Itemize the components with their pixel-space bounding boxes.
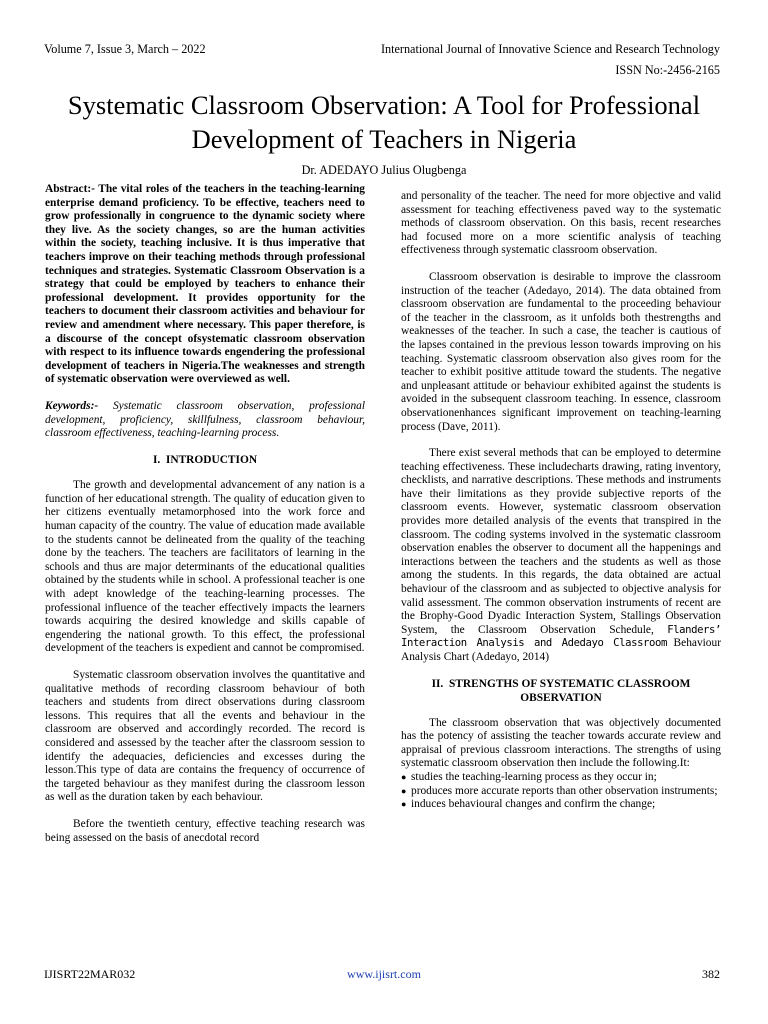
right-paragraph-2: Classroom observation is desirable to improve the classroom instruction of the teacher (Adedayo, 2014). The data obtained from classroom observation are fundamental to the proceeding behaviour of the teacher in the classroom, as it unfolds both thestrengths and weaknesses of the teacher. In such a case, the teacher is cautious of the lapses contained in the previous lesson towards improving on his teaching. Systematic classroom observation also gives room for the teacher to exhibit positive attitude toward the students. The negative and unpleasant attitude or behaviour exhibited against the students is avoided in the subsequent classroom teaching. In essence, classroom observationenhances significant improvement on teaching-learning process (Dave, 2011). — [401, 270, 721, 433]
bullet-icon: ● — [401, 785, 407, 796]
right-paragraph-3 — [401, 447, 721, 665]
paper-title: Systematic Classroom Observation: A Tool for Professional Development of Teachers in Nigeria — [67, 90, 701, 154]
section-heading-introduction: I. INTRODUCTION — [152, 453, 258, 466]
intro-paragraph-3: Before the twentieth century, effective teaching research was being assessed on the basis of anecdotal record — [45, 817, 365, 844]
bullet-item — [401, 785, 721, 799]
section-heading-strengths-line-1: II. STRENGTHS OF SYSTEMATIC CLASSROOM — [431, 677, 691, 690]
bullet-icon: ● — [401, 771, 407, 782]
section-heading-strengths-line-2: OBSERVATION — [520, 691, 602, 704]
keywords — [45, 400, 365, 441]
strengths-paragraph: The classroom observation that was objectively documented has the potency of assisting the teacher towards accurate review and appraisal of previous classroom interactions. The strengths of using systematic classroom observation then include the following.It: — [401, 716, 721, 770]
footer-website-link[interactable]: www.ijisrt.com — [347, 967, 421, 981]
intro-paragraph-2: Systematic classroom observation involves the quantitative and qualitative methods of recording classroom behaviour of both teachers and students from direct observations during classroom lessons. This requires that all the events and behaviour in the classroom are observed and accordingly recorded. The record is considered and assessed by the teacher after the classroom session to identify the adequacies, deficiencies and excesses during the lesson.This type of data are contains the frequency of occurrence of the targeted behaviour as they manifest during the classroom lesson as well as the duration taken by each behaviour. — [45, 669, 365, 804]
header-journal-name: International Journal of Innovative Science and Research Technology — [380, 42, 720, 56]
bullet-item — [401, 771, 721, 785]
bullet-text: produces more accurate reports than other observation instruments; — [411, 784, 718, 797]
bullet-text: induces behavioural changes and confirm the change; — [411, 798, 656, 811]
header-issn: ISSN No:-2456-2165 — [615, 63, 720, 77]
bullet-text: studies the teaching-learning process as they occur in; — [411, 770, 657, 783]
abstract: Abstract:- The vital roles of the teachers in the teaching-learning enterprise demand proficiency. To be effective, teachers need to grow professionally in congruence to the dynamic society where they live. As the society changes, so are the human activities within the society, teaching inclusive. It is thus imperative that teachers improve on their teaching methods through professional techniques and strategies. Systematic Classroom Observation is a strategy that could be employed by teachers to enhance their professional development. It provides opportunity for the teachers to document their classroom activities and behaviour for review and amendment where necessary. This paper therefore, is a discourse of the concept ofsystematic classroom observation with respect to its influence towards engendering the professional development of teachers in Nigeria.The weaknesses and strength of systematic observation were overviewed as well. — [45, 183, 365, 386]
intro-paragraph-1: The growth and developmental advancement of any nation is a function of her educational strength. The quality of education given to her citizens eventually metamorphosed into the work force and human capacity of the country. The value of education made available to the students cannot be delineated from the quality of the teaching done by the teachers. The teachers are facilitators of learning in the schools and thus are major determinants of the educational qualities obtained by the students while in school. A professional teacher is one with adept knowledge of the teaching-learning processes. The professional influence of the teacher effectively impacts the learners towards acquiring the desired knowledge and skills capable of engendering the national growth. To this effect, the professional development of the teachers is expedient and cannot be compromised. — [45, 479, 365, 655]
footer-page-number: 382 — [702, 967, 720, 981]
header-volume: Volume 7, Issue 3, March – 2022 — [44, 42, 206, 56]
keywords-label: Keywords:- — [45, 399, 99, 412]
section-heading-strengths — [401, 677, 721, 705]
right-column — [401, 190, 721, 812]
bullet-item — [401, 798, 721, 812]
left-column — [45, 183, 365, 845]
right-paragraph-1: and personality of the teacher. The need for more objective and valid assessment for teaching effectiveness paved way to the systematic methods of classroom observation. On this basis, recent researches had focused more on a more scientific analysis of teaching effectiveness through systematic classroom observation. — [401, 190, 721, 257]
paper-author: Dr. ADEDAYO Julius Olugbenga — [301, 163, 467, 177]
bullet-icon: ● — [401, 799, 407, 810]
right-paragraph-3-tail: Behaviour Analysis Chart (Adedayo, 2014) — [401, 637, 721, 663]
right-paragraph-3-mono: Flanders’ Interaction Analysis and Adedayo Classroom — [401, 623, 721, 650]
keywords-text: Systematic classroom observation, professional development, proficiency, skillfulness, classroom behaviour, classroom effectiveness, teaching-learning process. — [45, 399, 365, 440]
right-paragraph-3-main: There exist several methods that can be employed to determine teaching effectiveness. These includecharts drawing, rating inventory, checklists, and narrative descriptions. These methods and instruments have their limitations as they provide subjective reports of the classroom events. However, systematic classroom observation provides more detailed analysis of the events that transpired in the classroom. The coding systems involved in the systematic classroom observation enables the observer to document all the happenings and interactions between the teachers and the students as well as those among the students. In this regards, the data obtained are actual behaviour of the classroom and as subjected to objective analysis for valid assessment. The common observation instruments of recent are the Brophy-Good Dyadic Interaction System, Stallings Observation System, the Classroom Observation Schedule, — [401, 447, 721, 636]
footer-paper-id: IJISRT22MAR032 — [44, 967, 136, 981]
